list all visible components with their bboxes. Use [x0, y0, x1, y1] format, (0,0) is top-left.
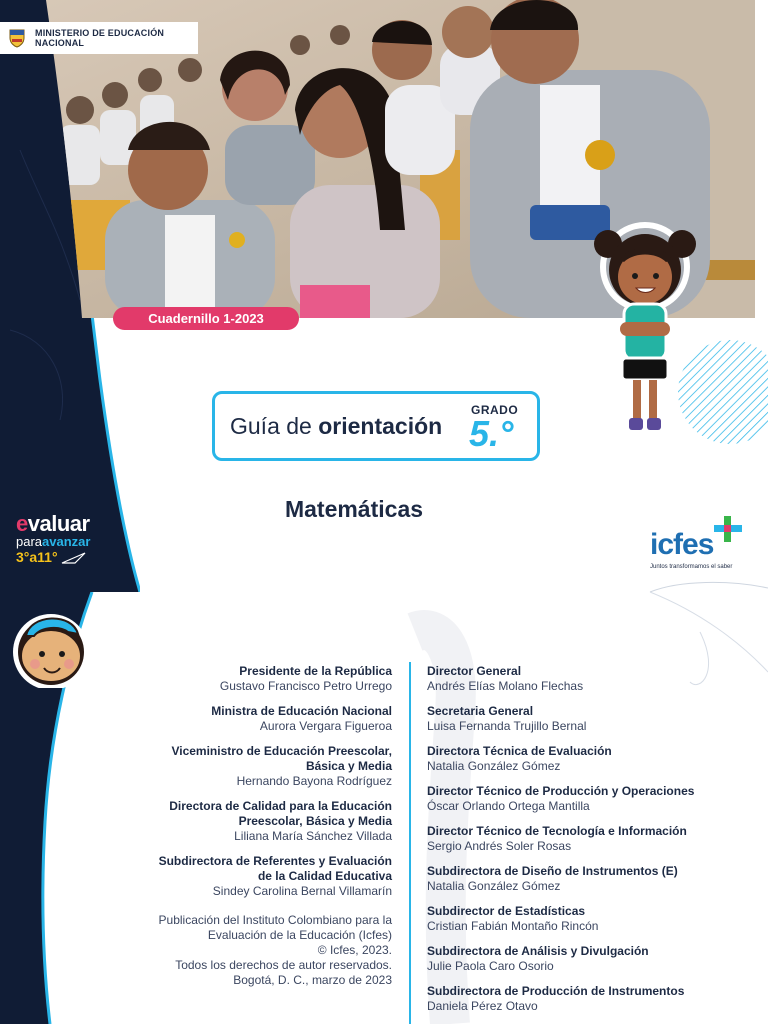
- credit-role: Director Técnico de Tecnología e Información: [427, 824, 687, 838]
- credit-name: Andrés Elías Molano Flechas: [427, 679, 584, 693]
- credit-entry: [427, 944, 757, 974]
- credit-name: Luisa Fernanda Trujillo Bernal: [427, 719, 587, 733]
- icfes-cross-icon: [712, 514, 746, 544]
- credit-role-line-2: Preescolar, Básica y Media: [238, 814, 392, 828]
- credit-role: Subdirector de Estadísticas: [427, 904, 586, 918]
- credit-role: Director Técnico de Producción y Operaciones: [427, 784, 695, 798]
- credit-name: Sergio Andrés Soler Rosas: [427, 839, 572, 853]
- program-logo-avanzar: avanzar: [42, 534, 91, 549]
- guide-title: [230, 413, 442, 440]
- paper-plane-icon: [61, 551, 87, 565]
- credit-name: Gustavo Francisco Petro Urrego: [219, 679, 392, 693]
- program-logo-accent: e: [16, 511, 28, 536]
- icfes-wordmark: icfes: [650, 528, 714, 561]
- credit-name: Liliana María Sánchez Villada: [234, 829, 392, 843]
- ministry-line-1: MINISTERIO DE EDUCACIÓN: [35, 28, 165, 38]
- credit-role: Presidente de la República: [239, 664, 392, 678]
- credit-entry: [427, 704, 757, 734]
- hatched-circle-decoration: [672, 338, 768, 446]
- publication-line: © Icfes, 2023.: [317, 943, 392, 957]
- evaluar-para-avanzar-logo: [16, 513, 136, 565]
- credit-name: Aurora Vergara Figueroa: [259, 719, 392, 733]
- credit-role: Ministra de Educación Nacional: [211, 704, 392, 718]
- credit-role-line-1: Subdirectora de Referentes y Evaluación: [158, 854, 392, 868]
- program-logo-para: para: [16, 534, 43, 549]
- credit-role-line-2: Básica y Media: [305, 759, 392, 773]
- credit-role: Director General: [427, 664, 522, 678]
- credit-role: Subdirectora de Análisis y Divulgación: [427, 944, 649, 958]
- credit-role: Subdirectora de Diseño de Instrumentos (E): [427, 864, 678, 878]
- credit-entry: [427, 984, 757, 1014]
- icfes-tagline: Juntos transformamos el saber: [650, 564, 733, 570]
- subject-text: Matemáticas: [284, 496, 424, 522]
- credit-entry: [110, 744, 392, 789]
- icfes-logo: [650, 514, 750, 574]
- credits-right-column: [427, 664, 757, 1024]
- credit-name: Daniela Pérez Otavo: [427, 999, 538, 1013]
- credits-page: [0, 592, 768, 1024]
- credit-entry: [427, 744, 757, 774]
- cartoon-boy-illustration: [8, 606, 94, 688]
- curved-line-decoration: [640, 580, 768, 592]
- publication-notice: [110, 913, 392, 988]
- publication-line: Todos los derechos de autor reservados.: [175, 958, 392, 972]
- publication-line: Bogotá, D. C., marzo de 2023: [233, 973, 392, 987]
- credit-entry: [110, 704, 392, 734]
- guide-title-bold: orientación: [318, 413, 443, 439]
- grade-number: 5.°: [469, 413, 514, 454]
- credit-role-line-1: Viceministro de Educación Preescolar,: [171, 744, 392, 758]
- ministry-line-2: NACIONAL: [35, 38, 85, 48]
- credit-role: Directora Técnica de Evaluación: [427, 744, 612, 758]
- credit-entry: [427, 824, 757, 854]
- guide-title-box: [212, 391, 540, 461]
- booklet-label: Cuadernillo 1-2023: [113, 307, 299, 330]
- credit-entry: [427, 864, 757, 894]
- credit-entry: [427, 784, 757, 814]
- credit-name: Óscar Orlando Ortega Mantilla: [427, 799, 590, 813]
- credit-role-line-1: Directora de Calidad para la Educación: [169, 799, 392, 813]
- guide-title-prefix: Guía de: [230, 413, 312, 439]
- publication-line: Publicación del Instituto Colombiano para la: [158, 913, 392, 927]
- credit-name: Natalia González Gómez: [427, 759, 561, 773]
- credit-name: Sindey Carolina Bernal Villamarín: [212, 884, 392, 898]
- credit-entry: [110, 854, 392, 899]
- credit-role-line-2: de la Calidad Educativa: [257, 869, 392, 883]
- credit-name: Hernando Bayona Rodríguez: [236, 774, 392, 788]
- credit-entry: [110, 664, 392, 694]
- column-divider: [409, 662, 411, 1024]
- program-logo-grades: 3°a11°: [16, 549, 58, 565]
- credit-entry: [427, 904, 757, 934]
- program-logo-word: valuar: [27, 511, 90, 536]
- ministry-logo: [0, 22, 198, 54]
- coat-of-arms-icon: [7, 28, 27, 48]
- publication-line: Evaluación de la Educación (Icfes): [207, 928, 392, 942]
- credit-entry: [427, 664, 757, 694]
- grade-label: GRADO: [471, 403, 519, 417]
- credit-role: Secretaria General: [427, 704, 534, 718]
- credit-name: Julie Paola Caro Osorio: [427, 959, 554, 973]
- credits-left-column: [110, 664, 392, 998]
- credit-entry: [110, 799, 392, 844]
- credit-name: Cristian Fabián Montaño Rincón: [427, 919, 599, 933]
- credit-name: Natalia González Gómez: [427, 879, 561, 893]
- credit-role: Subdirectora de Producción de Instrumentos: [427, 984, 685, 998]
